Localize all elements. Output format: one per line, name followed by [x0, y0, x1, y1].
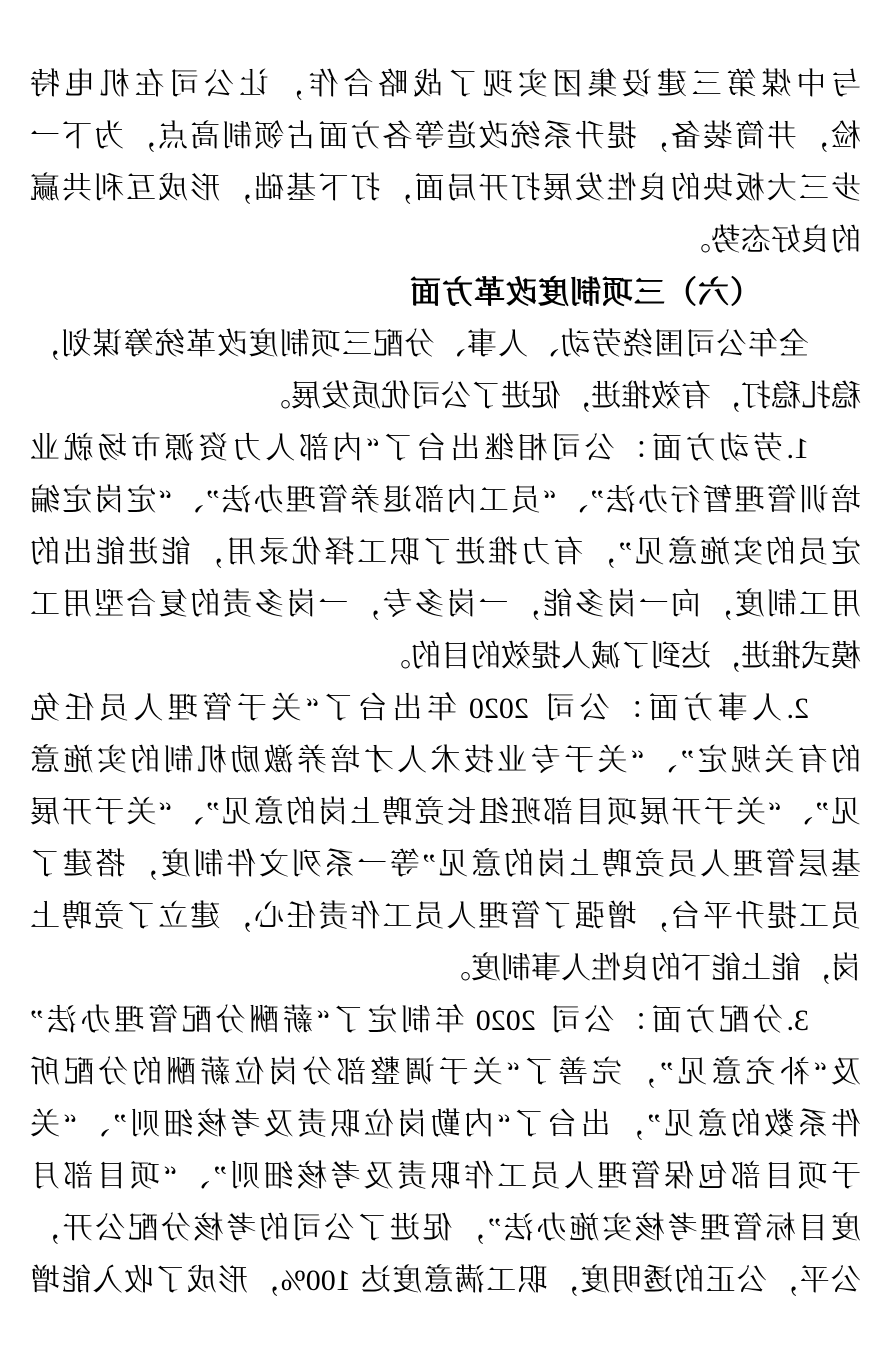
text-line: 度目标管理考核实施办法”，促进了公司的考核分配公开，	[30, 1212, 861, 1245]
text-line: 检，井筒装备，提升系统改造等各方面占领制高点，为下一	[30, 120, 861, 153]
section-heading-block	[30, 267, 861, 319]
text-line: 1.劳动方面：公司相继出台了“内部人力资源市场就业	[30, 432, 809, 465]
text-line: 岗，能上能下的良性人事制度。	[441, 952, 861, 985]
text-line: 步三大板块的良性发展打开局面，打下基础，形成互利共赢	[30, 172, 861, 205]
text-line: 公平，公正的透明度，职工满意度达 100%，形成了收入能增	[30, 1264, 861, 1297]
text-line: 员工提升平台，增强了管理人员工作责任心，建立了竞聘上	[30, 900, 861, 933]
text-line: 用工制度，向一岗多能，一岗多专，一岗多责的复合型用工	[30, 588, 861, 621]
text-line: 见”、“关于开展项目部班组长竞聘上岗的意见”、“关于开展	[30, 796, 861, 829]
paragraph-labor	[30, 423, 861, 683]
text-line: 于项目部包保管理人员工作职责及考核细则”、“项目部月	[30, 1160, 861, 1193]
text-line: 及“补充意见”，完善了“关于调整部分岗位薪酬的分配所	[30, 1056, 861, 1089]
text-line: 的有关规定”、“关于专业技术人才培养激励机制的实施意	[30, 744, 861, 777]
text-line: 全年公司围绕劳动、人事、分配三项制度改革统筹谋划，	[30, 328, 809, 361]
text-line: 件系数的意见”，出台了“内勤岗位职责及考核细则”、“关	[30, 1108, 861, 1141]
text-line: 培训管理暂行办法”、“员工内部退养管理办法”、“定岗定编	[30, 484, 861, 517]
text-line: 与中煤第三建设集团实现了战略合作，让公司在机电特	[30, 68, 861, 101]
text-line: 2.人事方面：公司 2020 年出台了“关于管理人员任免	[30, 692, 809, 725]
text-line: 模式推进，达到了减人提效的目的。	[381, 640, 861, 673]
paragraph-distribution	[30, 995, 861, 1307]
paragraph-overview	[30, 319, 861, 423]
text-line: 基层管理人员竞聘上岗的意见”等一系列文件制度，搭建了	[30, 848, 861, 881]
text-line: 稳扎稳打，有效推进，促进了公司优质发展。	[261, 380, 861, 413]
paragraph-personnel	[30, 683, 861, 995]
text-line: 的良好态势。	[681, 224, 861, 257]
section-heading: （六）三项制度改革方面	[409, 275, 761, 310]
text-line: 定员的实施意见”，有力推进了职工择优录用，能进能出的	[30, 536, 861, 569]
text-line: 3.分配方面：公司 2020 年制定了“薪酬分配管理办法”	[30, 1004, 809, 1037]
paragraph-cooperation	[30, 59, 861, 267]
